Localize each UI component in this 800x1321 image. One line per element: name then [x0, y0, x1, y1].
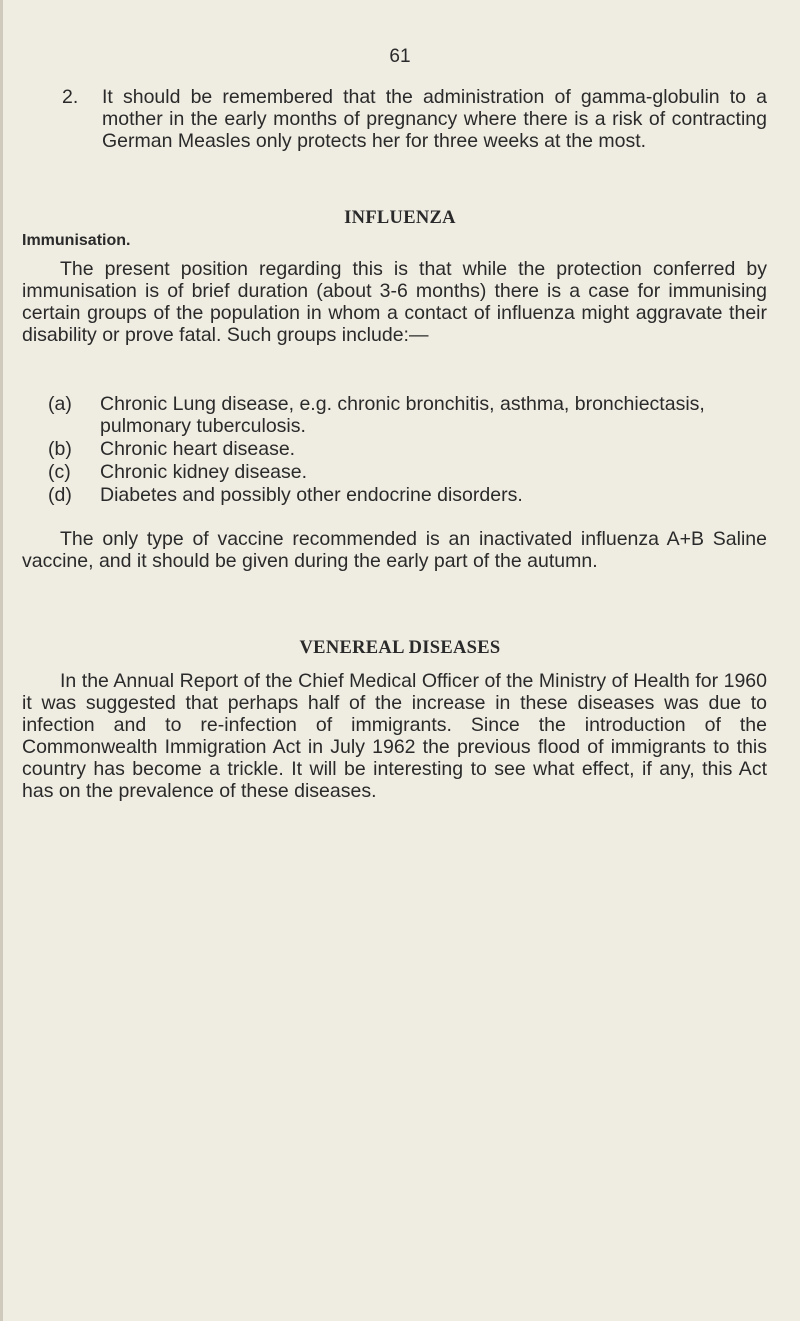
page-binding-edge	[0, 0, 3, 1321]
list-item-text: Chronic heart disease.	[100, 438, 296, 460]
page-number: 61	[389, 46, 411, 67]
list-item	[38, 393, 768, 437]
list-item-label: (c)	[48, 461, 71, 483]
risk-groups-list	[38, 393, 768, 507]
venereal-diseases-paragraph	[22, 670, 767, 802]
list-item	[38, 438, 768, 460]
list-item-text: Chronic kidney disease.	[100, 461, 308, 483]
numbered-paragraph	[62, 86, 767, 152]
influenza-paragraph-1	[22, 258, 767, 346]
paragraph-text: It should be remembered that the administration of gamma-globulin to a mother in the early months of pregnancy where there is a risk of contracting German Measles only protects her for three weeks at the most.	[102, 86, 767, 152]
venereal-diseases-paragraph-text: In the Annual Report of the Chief Medical Officer of the Ministry of Health for 1960 it was suggested that perhaps half of the increase in these diseases was due to infection and to re-infection of immigrants. Since the introduction of the Commonwealth Immigration Act in July 1962 the previous flood of immigrants to this country has become a trickle. It will be interesting to see what effect, if any, this Act has on the prevalence of these diseases.	[22, 670, 767, 802]
list-item	[38, 484, 768, 506]
influenza-heading: INFLUENZA	[344, 208, 456, 228]
list-item-label: (a)	[48, 393, 72, 415]
list-item	[38, 461, 768, 483]
list-item-text: Chronic Lung disease, e.g. chronic bronchitis, asthma, bronchiectasis, pulmonary tuberculosis.	[100, 393, 705, 437]
list-item-label: (d)	[48, 484, 72, 506]
paragraph-number: 2.	[62, 86, 79, 108]
influenza-paragraph-2-text: The only type of vaccine recommended is an inactivated influenza A+B Saline vaccine, and it should be given during the early part of the autumn.	[22, 528, 767, 572]
list-item-text: Diabetes and possibly other endocrine disorders.	[100, 484, 523, 506]
list-item-label: (b)	[48, 438, 72, 460]
influenza-paragraph-1-text: The present position regarding this is that while the protection conferred by immunisation is of brief duration (about 3-6 months) there is a case for immunising certain groups of the population in whom a contact of influenza might aggravate their disability or prove fatal. Such groups include:—	[22, 258, 767, 346]
venereal-diseases-heading: VENEREAL DISEASES	[299, 638, 501, 658]
influenza-paragraph-2	[22, 528, 767, 572]
immunisation-subheading: Immunisation.	[22, 232, 131, 249]
